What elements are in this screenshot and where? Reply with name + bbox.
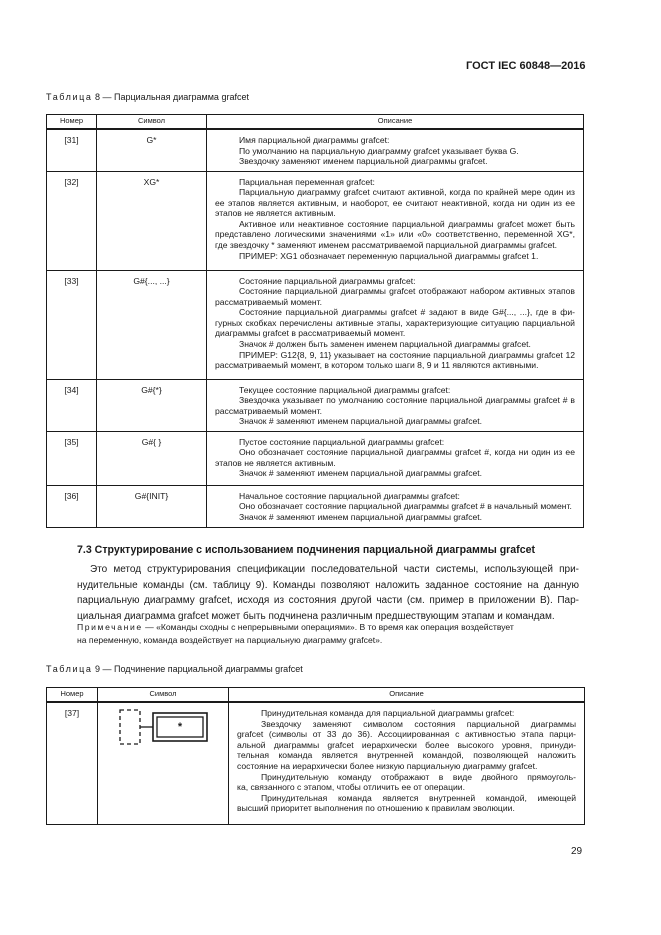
description-line: Принудительная команда является внутренней командой, имеющей	[261, 792, 576, 803]
description-line: Парциальная переменная grafcet:	[239, 176, 375, 187]
body-paragraph	[77, 562, 579, 624]
description-line: Начальное состояние парциальной диаграммы grafcet:	[239, 490, 460, 501]
description-line: Активное или неактивное состояние парциальной диаграммы grafcet может быть	[239, 218, 575, 229]
table-8-caption-text: 8 — Парциальная диаграмма grafcet	[95, 92, 249, 102]
page-number: 29	[571, 846, 583, 857]
description-line: Оно обозначает состояние парциальной диаграммы grafcet #, когда ни один из ее	[239, 447, 575, 458]
col-number-header: Номер	[47, 688, 98, 703]
table-row	[47, 171, 584, 270]
table-row	[47, 270, 584, 379]
paragraph-line: циальная диаграмма grafcet может быть подчинена различным предшествующим этапам и командам.	[77, 610, 555, 622]
description-line: рассматриваемый момент, в котором только шаги 8, 9 и 11 являются активными.	[215, 360, 539, 371]
description-line: представлено логическими значениями «1» или «0» соответственно, переменной XG*,	[215, 229, 575, 240]
row-description	[207, 129, 584, 171]
row-description	[207, 379, 584, 431]
description-line: Звездочку заменяют именем парциальной диаграммы grafcet.	[239, 156, 488, 167]
description-line: рассматриваемый момент.	[215, 405, 322, 416]
forcing-command-diagram	[115, 707, 211, 747]
row-symbol: G#{ }	[97, 431, 207, 485]
description-line: Имя парциальной диаграммы grafcet:	[239, 135, 390, 145]
col-description-header: Описание	[207, 115, 584, 130]
table-row	[47, 431, 584, 485]
note-line	[77, 621, 579, 634]
row-symbol: XG*	[97, 171, 207, 270]
description-line: grafcet (символы от 33 до 36). Ассоциированная с активностью этапа парци-	[237, 729, 576, 740]
description-line: Состояние парциальной диаграммы grafcet:	[239, 275, 416, 286]
row-description	[207, 270, 584, 379]
forcing-command-symbol	[115, 707, 211, 747]
paragraph-line: Это метод структурирования спецификации последовательной части системы, использующей при-	[90, 564, 579, 575]
row-number: [33]	[47, 270, 97, 379]
description-line: состояние на иерархически более низкую парциальную диаграмму grafcet.	[237, 760, 538, 771]
paragraph-line: парциальную диаграмму grafcet, исходя из состояния другой части (см. пример в приложении В). Пар-	[77, 595, 579, 606]
description-line: где звездочку * заменяют именем рассматриваемой парциальной диаграммы grafcet.	[215, 240, 558, 251]
table-header-row	[47, 115, 584, 130]
description-line: Звездочка указывает по умолчанию состояние парциальной диаграммы grafcet # в	[239, 395, 575, 406]
table-9-caption-label: Таблица	[46, 664, 93, 674]
table-row	[47, 129, 584, 171]
description-line: Оно обозначает состояние парциальной диаграммы grafcet # в начальный момент.	[239, 501, 572, 512]
table-row	[47, 702, 585, 824]
row-number: [34]	[47, 379, 97, 431]
description-line: Парциальную диаграмму grafcet считают активной, когда по крайней мере один из	[239, 187, 575, 198]
description-line: Принудительная команда для парциальной диаграммы grafcet:	[261, 708, 515, 718]
row-description	[207, 171, 584, 270]
note-label: Примечание	[77, 622, 143, 632]
note	[77, 621, 579, 646]
table-8	[46, 114, 584, 528]
note-line: на переменную, команда воздействует на парциальную диаграмму grafcet».	[77, 634, 383, 645]
description-line: рассматриваемый момент.	[215, 296, 322, 307]
description-line: Принудительную команду отображают в виде двойного прямоуголь-	[261, 771, 576, 782]
description-line: Значок # заменяют именем парциальной диаграммы grafcet.	[239, 416, 483, 427]
description-line: диаграммы grafcet в рассматриваемый момент.	[215, 328, 406, 339]
description-line: этапов не является активным.	[215, 457, 336, 468]
description-line: Значок # заменяют именем парциальной диаграммы grafcet.	[239, 468, 483, 479]
row-symbol: G#{INIT}	[97, 485, 207, 527]
description-line: По умолчанию на парциальную диаграмму grafcet указывает буква G.	[239, 145, 519, 156]
step-dashed-box	[120, 710, 140, 744]
description-line: Состояние парциальной диаграммы grafcet # задают в виде G#{..., ...}, где в фи-	[239, 307, 575, 318]
col-symbol-header: Символ	[97, 115, 207, 130]
description-line: альной диаграммы grafcet иерархически более высокого уровня, принуди-	[237, 739, 576, 750]
description-line: этапов не является активным.	[215, 208, 336, 219]
row-number: [36]	[47, 485, 97, 527]
row-description	[207, 431, 584, 485]
row-number: [35]	[47, 431, 97, 485]
row-description	[229, 702, 585, 824]
table-9-caption-text: 9 — Подчинение парциальной диаграммы grafcet	[95, 664, 303, 674]
description-line: ПРИМЕР: XG1 обозначает переменную парциальной диаграммы grafcet 1.	[239, 250, 539, 261]
document-header: ГОСТ IEC 60848—2016	[466, 60, 586, 72]
row-symbol: G#{..., ...}	[97, 270, 207, 379]
description-line: ПРИМЕР: G12{8, 9, 11} указывает на состояние парциальной диаграммы grafcet 12	[239, 349, 575, 360]
description-line: Значок # заменяют именем парциальной диаграммы grafcet.	[239, 511, 483, 522]
table-8-caption-label: Таблица	[46, 92, 93, 102]
col-symbol-header: Символ	[98, 688, 229, 703]
table-9-caption	[46, 664, 303, 674]
description-line: Пустое состояние парциальной диаграммы grafcet:	[239, 436, 445, 447]
description-line: Звездочку заменяют символом состояния парциальной диаграммы	[261, 718, 576, 729]
col-number-header: Номер	[47, 115, 97, 130]
table-header-row	[47, 688, 585, 703]
table-9	[46, 687, 585, 825]
row-number: [31]	[47, 129, 97, 171]
description-line: тельная команда является внутренней командой, позволяющей наложить	[237, 750, 576, 761]
description-line: гурных скобках перечислены активные этапы, характеризующие ситуацию парциальной	[215, 317, 575, 328]
row-number: [32]	[47, 171, 97, 270]
description-line: ее этапов является активным, и наоборот, ее считают неактивной, когда ни один из ее	[215, 197, 575, 208]
row-symbol	[98, 702, 229, 824]
row-symbol: G#{*}	[97, 379, 207, 431]
description-line: Значок # должен быть заменен именем парциальной диаграммы grafcet.	[239, 339, 531, 350]
section-title: 7.3 Структурирование с использованием подчинения парциальной диаграммы grafcet	[77, 544, 536, 556]
col-description-header: Описание	[229, 688, 585, 703]
symbol-star: *	[177, 721, 183, 733]
description-line: Состояние парциальной диаграммы grafcet отображают набором активных этапов	[239, 286, 575, 297]
table-row	[47, 379, 584, 431]
table-row	[47, 485, 584, 527]
row-number: [37]	[47, 702, 98, 824]
row-symbol: G*	[97, 129, 207, 171]
row-description	[207, 485, 584, 527]
note-text: — «Команды сходны с непрерывными операциями». В то время как операция воздействует	[145, 622, 514, 632]
description-line: Текущее состояние парциальной диаграммы grafcet:	[239, 384, 451, 395]
description-line: ка, связанного с этапом, чтобы отличить ее от операции.	[237, 782, 465, 793]
paragraph-line: нудительные команды (см. таблицу 9). Команды позволяют наложить заданное состояние на данную	[77, 579, 579, 591]
table-8-caption	[46, 92, 249, 102]
description-line: высший приоритет выполнения по отношению к правилам эволюции.	[237, 803, 515, 814]
